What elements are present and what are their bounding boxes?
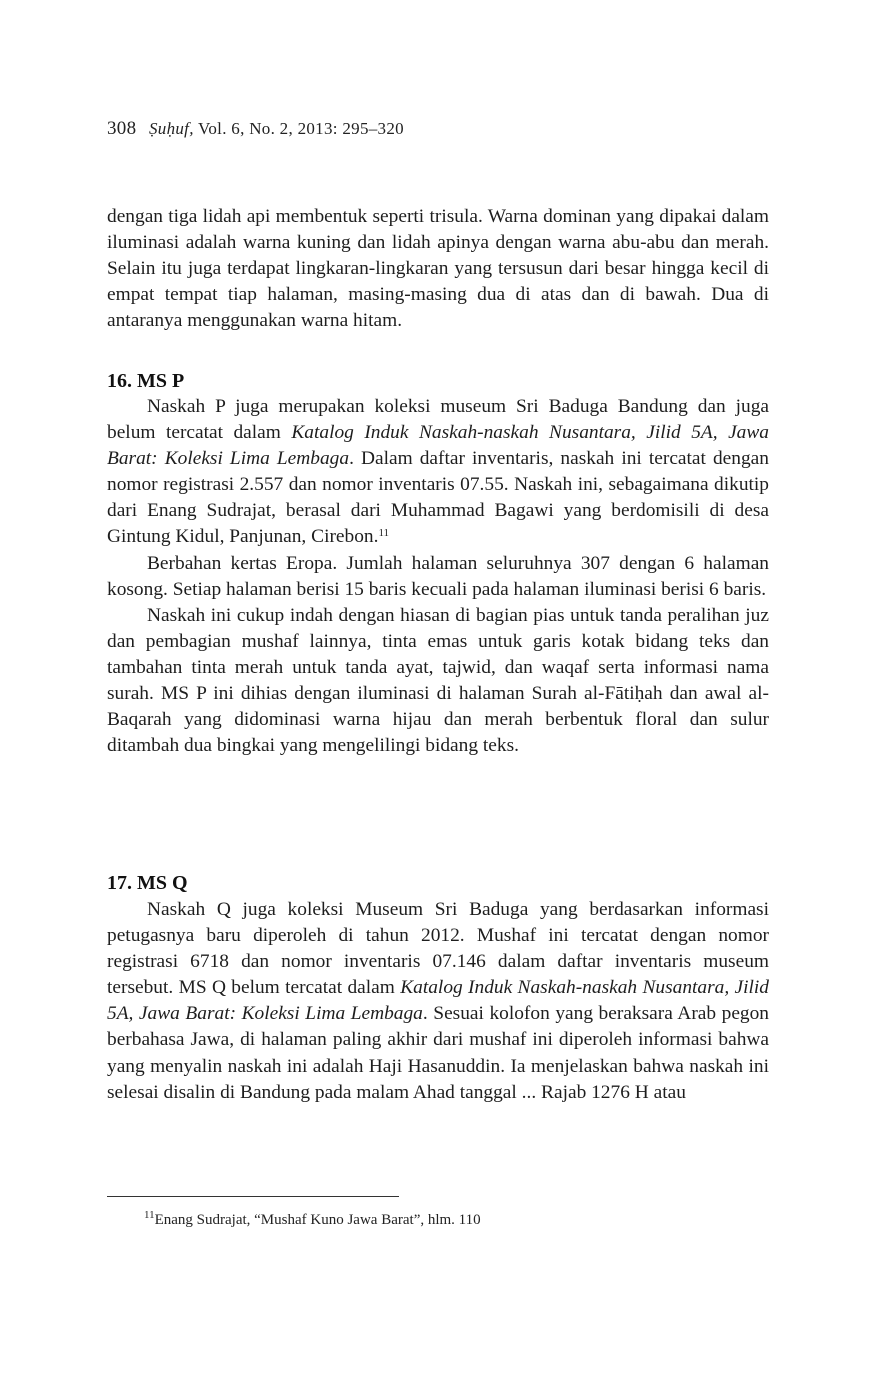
paragraph-text: Naskah Q juga koleksi Museum Sri Baduga yang berdasarkan informasi petugasnya baru diperoleh di tahun 2012. Mushaf ini tercatat dengan nomor registrasi 6718 dan nomor inventaris 07.146 dalam daftar inventaris museum tersebut. MS Q belum tercatat dalam [107, 899, 769, 999]
section-17-heading: 17. MS Q [107, 872, 188, 894]
issue-info: Vol. 6, No. 2, 2013: 295–320 [198, 119, 404, 138]
footnote-number: 11 [144, 1209, 155, 1221]
journal-name: Ṣuḥuf, [148, 119, 194, 138]
footnote-reference: 11 [378, 527, 390, 540]
section-17-body [107, 897, 769, 1106]
paragraph-text: . Dalam daftar inventaris, naskah ini tercatat dengan nomor registrasi 2.557 dan nomor inventaris 07.55. Naskah ini, sebagaimana dikutip dari Enang Sudrajat, berasal dari Muhammad Bagawi yang berdomisili di desa Gintung Kidul, Panjunan, Cirebon. [107, 448, 769, 548]
footnote-separator [107, 1196, 399, 1197]
paragraph-text: . Sesuai kolofon yang beraksara Arab pegon berbahasa Jawa, di halaman paling akhir dari mushaf ini diperoleh informasi bahwa yang menyalin naskah ini adalah Haji Hasanuddin. Ia menjelaskan bahwa naskah ini selesai disalin di Bandung pada malam Ahad tanggal ... Rajab 1276 H atau [107, 1003, 770, 1103]
section-16-paragraph-3: Naskah ini cukup indah dengan hiasan di bagian pias untuk tanda peralihan juz dan pembagian mushaf lainnya, tinta emas untuk garis kotak bidang teks dan tambahan tinta merah untuk tanda ayat, tajwid, dan waqaf serta informasi nama surah. MS P ini dihias dengan iluminasi di halaman Surah al-Fātiḥah dan awal al-Baqarah yang didominasi warna hijau dan merah berbentuk floral dan sulur ditambah dua bingkai yang mengelilingi bidang teks. [107, 604, 769, 757]
page-number: 308 [107, 118, 137, 139]
intro-paragraph: dengan tiga lidah api membentuk seperti trisula. Warna dominan yang dipakai dalam iluminasi adalah warna kuning dan lidah apinya dengan warna abu-abu dan merah. Selain itu juga terdapat lingkaran-lingkaran yang tersusun dari besar hingga kecil di empat tempat tiap halaman, masing-masing dua di atas dan di bawah. Dua di antaranya menggunakan warna hitam. [107, 206, 769, 332]
section-16-body [107, 394, 769, 759]
intro-paragraph-block [107, 204, 769, 334]
catalog-title: Katalog Induk Naskah-naskah Nusantara, Jilid 5A, Jawa Barat: Koleksi Lima Lembaga [107, 422, 769, 470]
running-head [107, 118, 404, 140]
section-16-paragraph-2: Berbahan kertas Eropa. Jumlah halaman seluruhnya 307 dengan 6 halaman kosong. Setiap halaman berisi 15 baris kecuali pada halaman iluminasi berisi 6 baris. [107, 552, 769, 600]
footnote [144, 1209, 481, 1229]
section-17-paragraph-1 [107, 897, 769, 1106]
section-16-heading: 16. MS P [107, 370, 185, 392]
paragraph-text: Naskah P juga merupakan koleksi museum Sri Baduga Bandung dan juga belum tercatat dalam [107, 396, 769, 444]
section-16-paragraph-1 [107, 394, 769, 551]
footnote-text: Enang Sudrajat, “Mushaf Kuno Jawa Barat”, hlm. 110 [154, 1212, 481, 1228]
catalog-title: Katalog Induk Naskah-naskah Nusantara, Jilid 5A, Jawa Barat: Koleksi Lima Lembaga [107, 977, 769, 1025]
